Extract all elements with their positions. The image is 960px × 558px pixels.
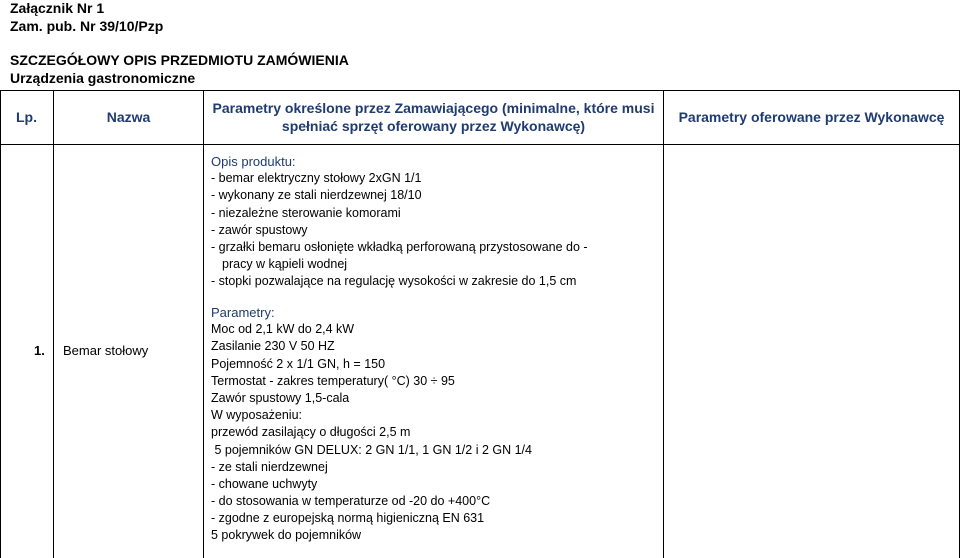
- row-item-name: Bemar stołowy: [63, 343, 149, 358]
- parameter-line: W wyposażeniu:: [211, 408, 303, 423]
- product-parameters: [211, 304, 623, 545]
- description-line: - niezależne sterowanie komorami: [211, 205, 401, 220]
- document-title: SZCZEGÓŁOWY OPIS PRZEDMIOTU ZAMÓWIENIA: [10, 52, 349, 68]
- description-line: - zawór spustowy: [211, 222, 308, 237]
- parameter-line: Termostat - zakres temperatury( °C) 30 ÷ 95: [211, 373, 455, 388]
- parameter-line: Zawór spustowy 1,5-cala: [211, 390, 350, 405]
- product-description: [211, 153, 623, 291]
- parameter-line: Pojemność 2 x 1/1 GN, h = 150: [211, 356, 386, 371]
- parameter-line: 5 pojemników GN DELUX: 2 GN 1/1, 1 GN 1/2 i 2 GN 1/4: [211, 442, 532, 457]
- header-required-params-line1: Parametry określone przez Zamawiającego (minimalne, które musi: [212, 100, 655, 116]
- header-lp: Lp.: [16, 109, 37, 125]
- parameter-line: - zgodne z europejską normą higieniczną EN 631: [211, 511, 485, 526]
- description-line: - wykonany ze stali nierdzewnej 18/10: [211, 188, 422, 203]
- description-line: - bemar elektryczny stołowy 2xGN 1/1: [211, 171, 422, 186]
- parameter-line: przewód zasilający o długości 2,5 m: [211, 425, 411, 440]
- col-divider-2: [203, 90, 204, 558]
- parameter-line: - do stosowania w temperaturze od -20 do +400°C: [211, 494, 491, 509]
- attachment-label: Załącznik Nr 1: [10, 0, 105, 16]
- header-required-params: [204, 99, 663, 135]
- parameter-line: - chowane uchwyty: [211, 476, 318, 491]
- specification-table: Lp. Nazwa Parametry określone przez Zamawiającego (minimalne, które musi spełniać sprzęt oferowany przez Wykonawcę) Parametry oferowane przez Wykonawcę 1. Bemar stołowy Opis produktu: - bemar elektryczny stołowy 2xGN 1/1 - wykonany ze stali nierdzewnej 18/10 - niezależne sterowanie komorami - zawór spustowy - grzałki bemaru osłonięte wkładką perforowaną przystosowane do - pracy w kąpieli wodnej - stopki pozwalające na regulację wysokości w zakresie do 1,5 cm Parametry: Moc od 2,1 kW do 2,4 kW Zasilanie 230 V 50 HZ Pojemność 2 x 1/1 GN, h = 150 Termostat - zakres temperatury( °C) 30 ÷ 95 Zawór spustowy 1,5-cala W wyposażeniu: przewód zasilający o długości 2,5 m 5 pojemników GN DELUX: 2 GN 1/1, 1 GN 1/2 i 2 GN 1/4 - ze stali nierdzewnej - chowane uchwyty - do stosowania w temperaturze od -20 do +400°C - zgodne z europejską normą higieniczną EN 631 5 pokrywek do pojemników: [0, 0, 960, 558]
- header-offered-params: Parametry oferowane przez Wykonawcę: [678, 109, 945, 125]
- description-line: - stopki pozwalające na regulację wysokości w zakresie do 1,5 cm: [211, 274, 577, 289]
- description-line: - grzałki bemaru osłonięte wkładką perforowaną przystosowane do -: [211, 239, 588, 254]
- col-divider-1: [53, 90, 54, 558]
- parameter-line: 5 pokrywek do pojemników: [211, 528, 362, 543]
- parameter-line: Moc od 2,1 kW do 2,4 kW: [211, 322, 355, 337]
- header-name: Nazwa: [106, 109, 151, 125]
- offered-params-cell[interactable]: [664, 145, 959, 558]
- order-number: Zam. pub. Nr 39/10/Pzp: [10, 18, 164, 34]
- description-title: Opis produktu:: [211, 154, 296, 169]
- parameter-line: Zasilanie 230 V 50 HZ: [211, 339, 335, 354]
- parameter-line: - ze stali nierdzewnej: [211, 459, 328, 474]
- parameters-title: Parametry:: [211, 305, 275, 320]
- description-line: pracy w kąpieli wodnej: [222, 257, 348, 272]
- table-top-border: [0, 90, 960, 91]
- table-left-border: [0, 90, 1, 558]
- document-subtitle: Urządzenia gastronomiczne: [10, 70, 196, 86]
- header-required-params-line2: spełniać sprzęt oferowany przez Wykonawcę): [281, 118, 586, 134]
